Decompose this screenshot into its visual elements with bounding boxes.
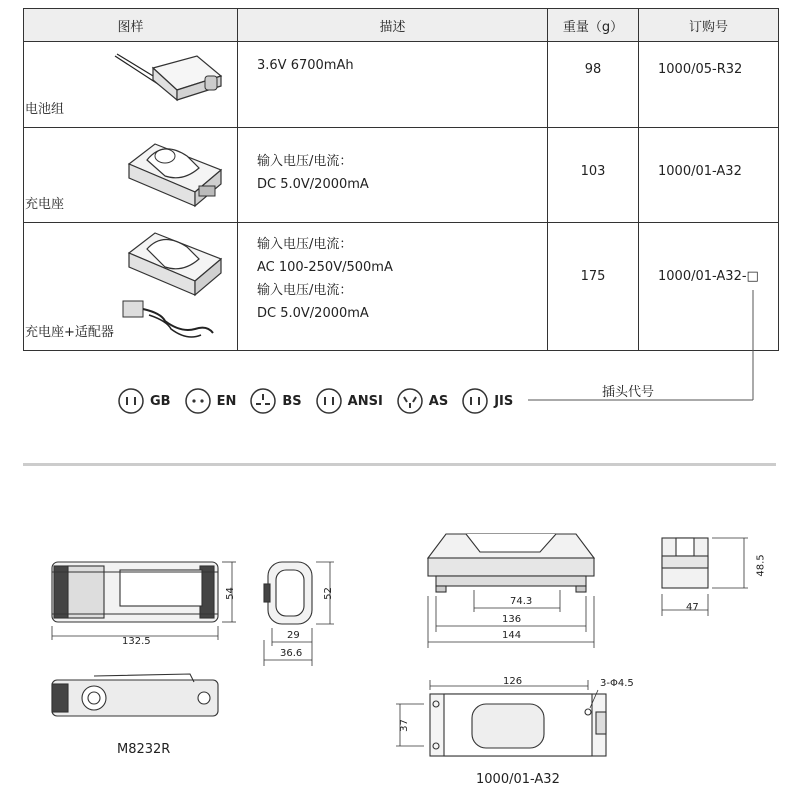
- charger-top-view: [430, 694, 606, 756]
- desc-line: 输入电压/电流：: [257, 237, 353, 252]
- plug-label: EN: [216, 393, 237, 409]
- dim-length: 132.5: [122, 636, 151, 647]
- order-no-cell: 1000/01-A32-□: [639, 223, 779, 351]
- dim-depth: 37: [398, 719, 410, 732]
- dim-side-w2: 36.6: [280, 648, 303, 659]
- order-no-cell: 1000/01-A32: [639, 128, 779, 223]
- weight-cell: 98: [548, 42, 639, 128]
- header-description: 描述: [238, 9, 548, 42]
- header-image: 图样: [24, 9, 238, 42]
- m8232r-front-view: [52, 562, 218, 622]
- dim-w: 47: [686, 602, 699, 613]
- desc-line: AC 100-250V/500mA: [257, 260, 393, 275]
- m8232r-label: M8232R: [117, 742, 171, 757]
- header-weight: 重量（g）: [548, 9, 639, 42]
- plug-label: JIS: [494, 393, 514, 409]
- plug-label: GB: [150, 393, 171, 409]
- dim-holes: 3-Φ4.5: [600, 678, 634, 689]
- desc-line: 输入电压/电流：: [257, 154, 353, 169]
- charger-label: 1000/01-A32: [476, 772, 560, 787]
- product-name: 充电座: [25, 197, 65, 212]
- product-name: 电池组: [25, 102, 65, 117]
- plug-label: AS: [428, 393, 449, 409]
- desc-line: 3.6V 6700mAh: [257, 58, 354, 73]
- dim-d3: 144: [502, 630, 522, 641]
- m8232r-side-view: [264, 562, 312, 624]
- dim-top: 126: [503, 676, 523, 687]
- charger-side-view: [662, 538, 708, 588]
- dim-side-w1: 29: [287, 630, 300, 641]
- order-no-cell: 1000/05-R32: [639, 42, 779, 128]
- plug-label: ANSI: [347, 393, 383, 409]
- header-order-no: 订购号: [639, 9, 779, 42]
- plug-label: BS: [282, 393, 302, 409]
- desc-line: 输入电压/电流：: [257, 283, 353, 298]
- dim-height: 54: [224, 587, 236, 600]
- desc-line: DC 5.0V/2000mA: [257, 306, 369, 321]
- dim-side-height: 52: [322, 587, 334, 600]
- plug-code-label: 插头代号: [602, 385, 655, 400]
- m8232r-bottom-view: [52, 674, 218, 716]
- product-name: 充电座+适配器: [25, 325, 114, 340]
- dim-d2: 136: [502, 614, 522, 625]
- dim-h: 48.5: [755, 554, 767, 577]
- dim-d1: 74.3: [510, 596, 533, 607]
- desc-line: DC 5.0V/2000mA: [257, 177, 369, 192]
- weight-cell: 103: [548, 128, 639, 223]
- charger-front-view: [428, 534, 594, 592]
- weight-cell: 175: [548, 223, 639, 351]
